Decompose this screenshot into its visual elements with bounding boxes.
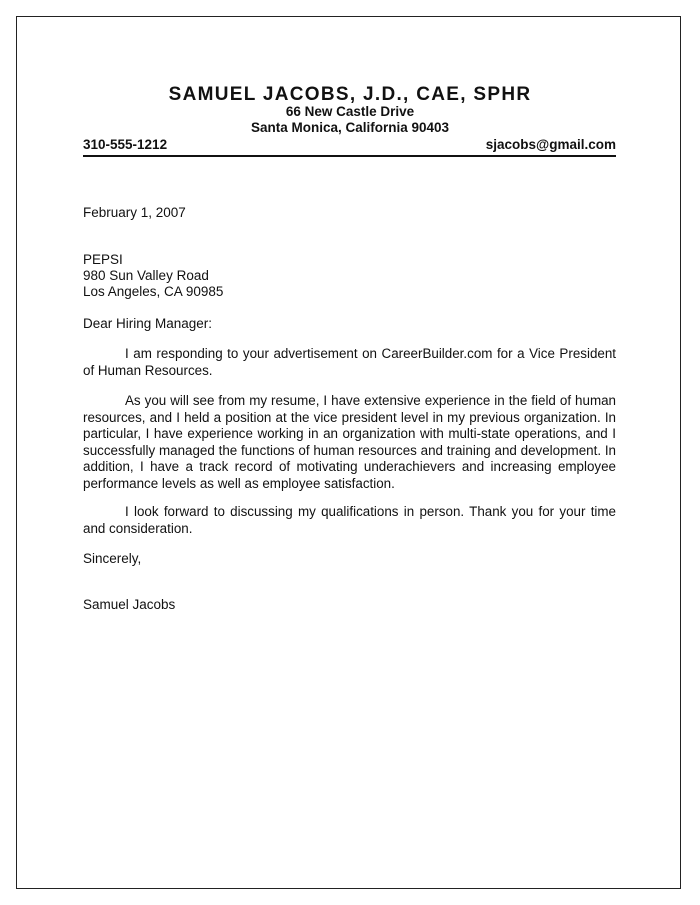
recipient-company: PEPSI [83, 252, 123, 267]
contact-row [83, 137, 616, 152]
letterhead-divider [83, 155, 616, 157]
body-paragraph-2: As you will see from my resume, I have extensive experience in the field of human resources, and I held a position at the vice president level in my previous organization. In particular, I have experience working in an organization with multi-state operations, and I successfully managed the functions of human resources and training and development. In addition, I have a track record of motivating underachievers and increasing employee performance levels as well as employee satisfaction. [83, 393, 616, 491]
closing: Sincerely, [83, 551, 142, 566]
sender-name: SAMUEL JACOBS, J.D., CAE, SPHR [168, 84, 532, 105]
sender-phone: 310-555-1212 [83, 137, 168, 152]
sender-email: sjacobs@gmail.com [485, 137, 616, 152]
letter-date: February 1, 2007 [83, 205, 186, 220]
recipient-city: Los Angeles, CA 90985 [83, 284, 224, 299]
body-paragraph-1: I am responding to your advertisement on CareerBuilder.com for a Vice President of Human Resources. [83, 346, 616, 378]
signature-name: Samuel Jacobs [83, 597, 176, 612]
recipient-street: 980 Sun Valley Road [83, 268, 209, 283]
sender-address-line2: Santa Monica, California 90403 [250, 120, 450, 135]
sender-address-line1: 66 New Castle Drive [285, 104, 415, 119]
body-paragraph-3: I look forward to discussing my qualifications in person. Thank you for your time and consideration. [83, 504, 616, 536]
salutation: Dear Hiring Manager: [83, 316, 213, 331]
